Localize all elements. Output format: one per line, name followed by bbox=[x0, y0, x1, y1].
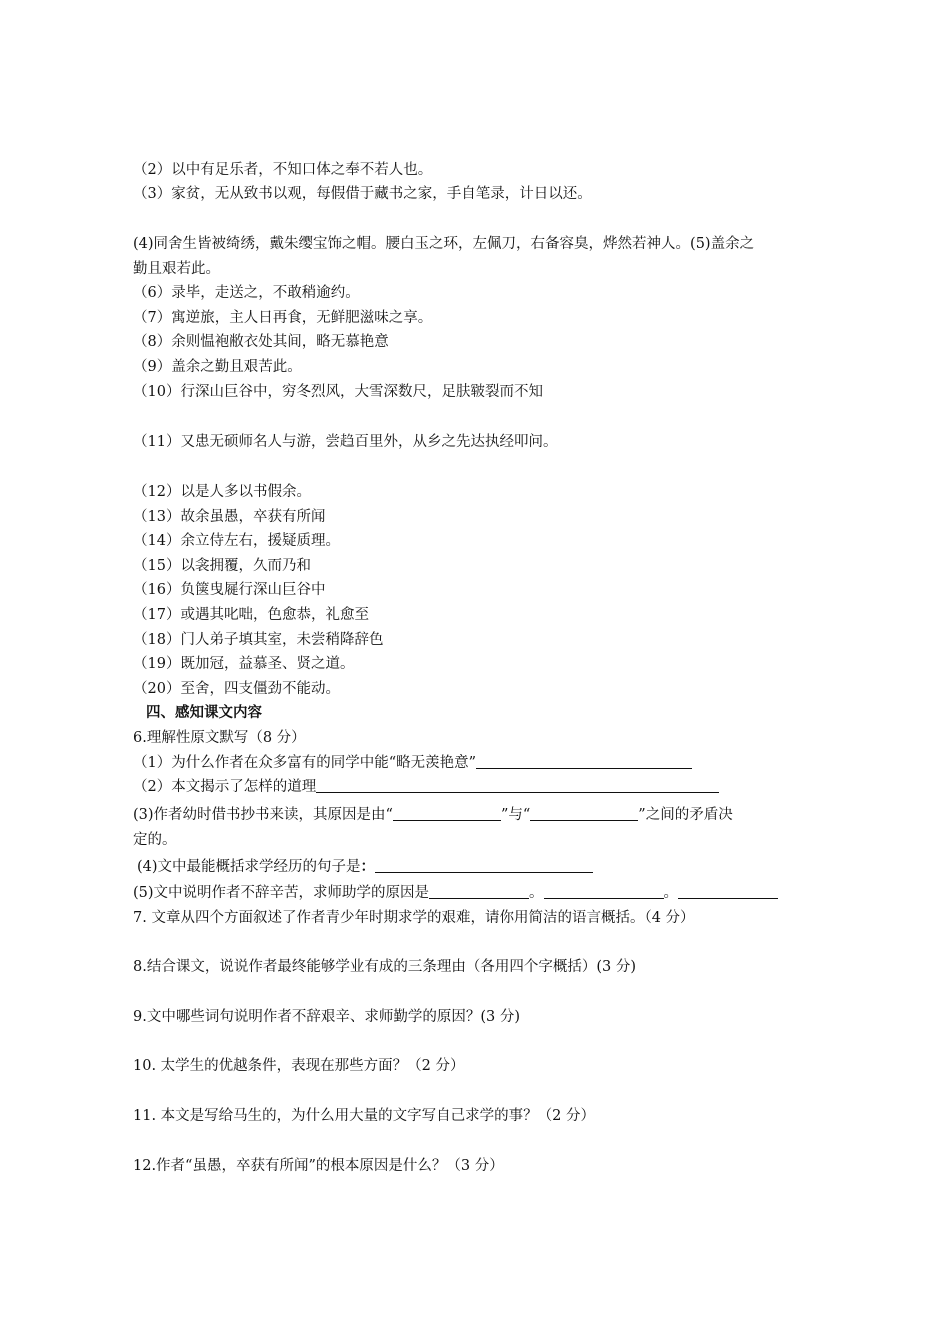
part-4-colon: ： bbox=[360, 858, 376, 875]
sentence-7: （7）寓逆旅，主人日再食，无鲜肥滋味之享。 bbox=[133, 310, 433, 326]
sentence-9: （9）盖余之勤且艰苦此。 bbox=[133, 359, 302, 375]
part-3-text-c: ”之间的矛盾决 bbox=[638, 807, 733, 823]
part-5-sep-1: 。 bbox=[529, 885, 544, 901]
part-1-text: （1）为什么作者在众多富有的同学中能“略无羡艳意” bbox=[133, 755, 477, 771]
answer-blank-3a[interactable] bbox=[393, 806, 501, 821]
answer-blank-2[interactable] bbox=[316, 778, 719, 793]
question-7: 7. 文章从四个方面叙述了作者青少年时期求学的艰难，请你用简洁的语言概括。（4 分） bbox=[133, 910, 695, 926]
sentence-8: （8）余则愠袍敝衣处其间，略无慕艳意 bbox=[133, 334, 389, 350]
answer-blank-5c[interactable] bbox=[678, 884, 778, 899]
question-6-title: 6.理解性原文默写（8 分） bbox=[133, 730, 306, 746]
answer-blank-5b[interactable] bbox=[544, 884, 664, 899]
section-heading: 四、感知课文内容 bbox=[146, 704, 262, 721]
sentence-12: （12）以是人多以书假余。 bbox=[133, 484, 311, 500]
sentence-10: （10）行深山巨谷中，穷冬烈风，大雪深数尺，足肤皲裂而不知 bbox=[133, 384, 543, 400]
sentence-13: （13）故余虽愚，卒获有所闻 bbox=[133, 509, 326, 525]
sentence-14: （14）余立侍左右，援疑质理。 bbox=[133, 533, 340, 549]
part-4-text: (4)文中最能概括求学经历的句子是 bbox=[137, 859, 361, 875]
question-6-part-2 bbox=[133, 778, 719, 796]
answer-blank-3b[interactable] bbox=[530, 806, 638, 821]
part-3-text-a: (3)作者幼时借书抄书来读，其原因是由“ bbox=[133, 807, 393, 823]
sentence-18: （18）门人弟子填其室，未尝稍降辞色 bbox=[133, 632, 384, 648]
part-5-text: (5)文中说明作者不辞辛苦，求师助学的原因是 bbox=[133, 885, 430, 901]
sentence-20: （20）至舍，四支僵劲不能动。 bbox=[133, 681, 340, 697]
question-9: 9.文中哪些词句说明作者不辞艰辛、求师勤学的原因？(3 分) bbox=[133, 1009, 520, 1025]
question-6-part-4 bbox=[137, 858, 593, 876]
question-12: 12.作者“虽愚，卒获有所闻”的根本原因是什么？（3 分） bbox=[133, 1158, 504, 1174]
question-6-part-1 bbox=[133, 754, 692, 772]
answer-blank-1[interactable] bbox=[476, 754, 692, 769]
sentence-5-cont: 勤且艰若此。 bbox=[133, 261, 220, 277]
sentence-4-5: (4)同舍生皆被绮绣，戴朱缨宝饰之帽。腰白玉之环，左佩刀，右备容臭，烨然若神人。(5)盖余之 bbox=[133, 236, 755, 252]
sentence-19: （19）既加冠，益慕圣、贤之道。 bbox=[133, 656, 355, 672]
question-8: 8.结合课文，说说作者最终能够学业有成的三条理由（各用四个字概括）(3 分) bbox=[133, 959, 636, 975]
sentence-16: （16）负箧曳屣行深山巨谷中 bbox=[133, 582, 326, 598]
part-3-text-b: ”与“ bbox=[500, 807, 531, 823]
question-6-part-5 bbox=[133, 884, 778, 902]
sentence-15: （15）以衾拥覆，久而乃和 bbox=[133, 558, 311, 574]
sentence-3: （3）家贫，无从致书以观，每假借于藏书之家，手自笔录，计日以还。 bbox=[133, 186, 592, 202]
part-5-sep-2: 。 bbox=[663, 885, 679, 901]
question-6-part-3-cont: 定的。 bbox=[133, 832, 177, 848]
question-10: 10. 太学生的优越条件，表现在那些方面？（2 分） bbox=[133, 1058, 465, 1074]
answer-blank-5a[interactable] bbox=[429, 884, 529, 899]
answer-blank-4[interactable] bbox=[375, 858, 593, 873]
sentence-11: （11）又患无硕师名人与游，尝趋百里外，从乡之先达执经叩问。 bbox=[133, 434, 558, 450]
sentence-6: （6）录毕，走送之，不敢稍逾约。 bbox=[133, 285, 360, 301]
question-11: 11. 本文是写给马生的，为什么用大量的文字写自己求学的事？（2 分） bbox=[133, 1108, 596, 1124]
part-2-text: （2）本文揭示了怎样的道理 bbox=[133, 779, 317, 795]
question-6-part-3 bbox=[133, 806, 733, 824]
sentence-2: （2）以中有足乐者，不知口体之奉不若人也。 bbox=[133, 162, 433, 178]
sentence-17: （17）或遇其叱咄，色愈恭，礼愈至 bbox=[133, 607, 369, 623]
